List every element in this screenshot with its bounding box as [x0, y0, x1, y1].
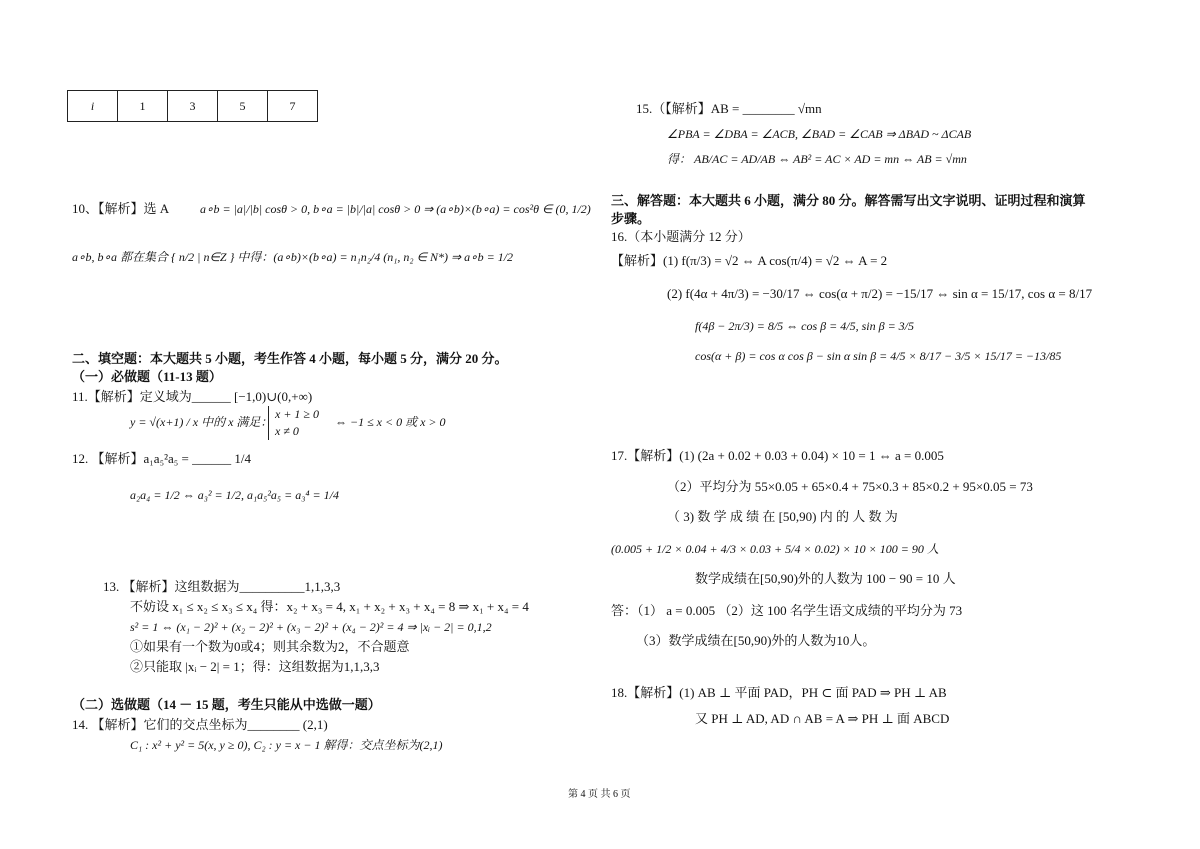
- q17-answer-1: 答：（1） a = 0.005 （2）这 100 名学生语文成绩的平均分为 73: [611, 603, 963, 618]
- q13-line2: 不妨设 x₁ ≤ x₂ ≤ x₃ ≤ x₄ 得：x₂ + x₃ = 4, x₁ + x₂ + x₃ + x₄ = 8 ⇒ x₁ + x₄ = 4: [130, 599, 529, 614]
- q15-line1: 15.（【解析】AB = ________ √mn: [636, 101, 822, 116]
- q11-conclusion: ⇔ −1 ≤ x < 0 或 x > 0: [335, 415, 446, 429]
- q17-answer-2: （3）数学成绩在[50,90)外的人数为10人。: [636, 633, 876, 648]
- section2-elective-heading: （二）选做题（14 － 15 题，考生只能从中选做一题）: [72, 697, 381, 712]
- q13-line3: s² = 1 ⇔ (x₁ − 2)² + (x₂ − 2)² + (x₃ − 2)² + (x₄ − 2)² = 4 ⇒ |xᵢ − 2| = 0,1,2: [130, 620, 492, 634]
- q13-line5: ②只能取 |xᵢ − 2| = 1；得：这组数据为1,1,3,3: [130, 659, 380, 674]
- q11-system: [268, 406, 319, 440]
- q17-line3: （ 3) 数 学 成 绩 在 [50,90) 内 的 人 数 为: [667, 509, 898, 524]
- table-cell: i: [68, 91, 118, 122]
- q11-line1: 11.【解析】定义域为______ [−1,0)∪(0,+∞): [72, 389, 313, 404]
- q15-line2: ∠PBA = ∠DBA = ∠ACB, ∠BAD = ∠CAB ⇒ ΔBAD ~ ΔCAB: [667, 127, 972, 141]
- q17-line1: 17.【解析】(1) (2a + 0.02 + 0.03 + 0.04) × 10 = 1 ⇔ a = 0.005: [611, 448, 944, 463]
- q15-line3: 得： AB/AC = AD/AB ⇔ AB² = AC × AD = mn ⇔ AB = √mn: [667, 152, 967, 166]
- q16-line4: cos(α + β) = cos α cos β − sin α sin β = 4/5 × 8/17 − 3/5 × 15/17 = −13/85: [695, 349, 1062, 363]
- q18-line2: 又 PH ⊥ AD, AD ∩ AB = A ⇒ PH ⊥ 面 ABCD: [695, 711, 950, 726]
- table-cell: 3: [168, 91, 218, 122]
- q16-line1: 【解析】(1) f(π/3) = √2 ⇔ A cos(π/4) = √2 ⇔ A = 2: [611, 253, 888, 268]
- q10-conclusion: a∘b, b∘a 都在集合 { n/2 | n∈Z } 中得：(a∘b)×(b∘a) = n₁n₂/4 (n₁, n₂ ∈ N*) ⇒ a∘b = 1/2: [72, 250, 514, 264]
- q16-line2: (2) f(4α + 4π/3) = −30/17 ⇔ cos(α + π/2) = −15/17 ⇔ sin α = 15/17, cos α = 8/17: [667, 286, 1093, 301]
- q14-line2: C₁ : x² + y² = 5(x, y ≥ 0), C₂ : y = x − 1 解得：交点坐标为(2,1): [130, 738, 443, 752]
- q10-head: 10、【解析】选 A: [72, 201, 170, 216]
- section2-required-heading: （一）必做题（11-13 题）: [72, 369, 222, 384]
- q10-formula: a∘b = |a|/|b| cosθ > 0, b∘a = |b|/|a| cosθ > 0 ⇒ (a∘b)×(b∘a) = cos²θ ∈ (0, 1/2): [200, 202, 591, 216]
- q12-line1: 12. 【解析】a₁a₅²a₅ = ______ 1/4: [72, 451, 251, 466]
- q12-line2: a₂a₄ = 1/2 ⇔ a₃² = 1/2, a₁a₅²a₅ = a₃⁴ = 1/4: [130, 488, 339, 502]
- q16-head: 16.（本小题满分 12 分）: [611, 229, 751, 244]
- table-row: [68, 91, 318, 122]
- q17-line5: 数学成绩在[50,90)外的人数为 100 − 90 = 10 人: [695, 571, 956, 586]
- q11-line2: y = √(x+1) / x 中的 x 满足：: [130, 415, 273, 429]
- q13-line4: ①如果有一个数为0或4；则其余数为2，不合题意: [130, 639, 410, 654]
- section3-title-line2: 步骤。: [611, 211, 651, 226]
- table-cell: 5: [218, 91, 268, 122]
- table-cell: 7: [268, 91, 318, 122]
- q18-line1: 18.【解析】(1) AB ⊥ 平面 PAD，PH ⊂ 面 PAD ⇒ PH ⊥ AB: [611, 685, 947, 700]
- q11-condition-1: x + 1 ≥ 0: [275, 407, 320, 421]
- q13-line1: 13. 【解析】这组数据为__________1,1,3,3: [103, 579, 341, 594]
- table-cell: 1: [118, 91, 168, 122]
- section3-title-line1: 三、解答题：本大题共 6 小题，满分 80 分。解答需写出文字说明、证明过程和演算: [611, 193, 1086, 208]
- i-value-table: [67, 90, 318, 122]
- q11-condition-2: x ≠ 0: [275, 424, 299, 438]
- section2-title: 二、填空题：本大题共 5 小题，考生作答 4 小题，每小题 5 分，满分 20 分。: [72, 351, 508, 366]
- q14-line1: 14. 【解析】它们的交点坐标为________ (2,1): [72, 717, 328, 732]
- page-number: 第 4 页 共 6 页: [568, 789, 631, 800]
- q17-line4: (0.005 + 1/2 × 0.04 + 4/3 × 0.03 + 5/4 × 0.02) × 10 × 100 = 90 人: [611, 542, 939, 556]
- q17-line2: （2）平均分为 55×0.05 + 65×0.4 + 75×0.3 + 85×0.2 + 95×0.05 = 73: [667, 479, 1033, 494]
- q16-line3: f(4β − 2π/3) = 8/5 ⇔ cos β = 4/5, sin β = 3/5: [695, 319, 914, 333]
